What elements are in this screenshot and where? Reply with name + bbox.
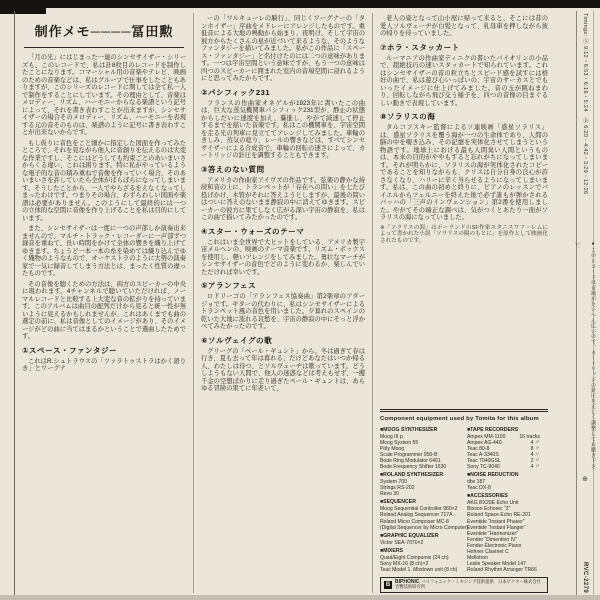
biphonic-credit-strip: [380, 577, 548, 593]
equipment-item: Poly Moog: [380, 445, 405, 452]
body-paragraph: 老人の姿となって山小屋に帰って来ると、そこには昔の愛人ソルヴェーヂが白髪となって、乳母車を押しながら彼の帰りを待っていました。: [380, 15, 548, 37]
equipment-item: Hohner Clavinet C: [467, 549, 509, 556]
equipment-item: Eventide “Instant Flanger”: [467, 524, 526, 531]
equipment-item: Binson Echorec “2”: [467, 506, 511, 513]
equipment-item: (Digital Sequencer by Micro Computer): [380, 524, 469, 531]
equipment-item: Strings RS-202: [380, 485, 415, 492]
equipment-item: dbx 187: [467, 479, 486, 486]
body-paragraph: フランスの作曲家オネゲルが1923年に書いたこの曲は、巨大な蒸気機関車パシフィック231型が、静止の状態からしだいに速度を加え、驀進し、やがて減速して停止するまでを描いた音楽です。私はこの機関車を、宇宙空間を走る光の列車に見立ててアレンジしてみました。車輪のきしみ、蒸気の唸り、レールの響きなどは、すべてシンセサイザーによる合成音で、車輪の回転の速さによって、カートリッジの針圧を調整することもできます。: [201, 99, 365, 159]
equipment-item: Roland Analog Sequencer 717A: [380, 512, 453, 519]
equipment-item: Teac DX-8: [467, 485, 491, 492]
footnote-text: ※「ソラリスの海」はポーランドのSF作家スタニスワフ・レムによって書かれた小説「ソラリスの陽のもとに」を原作として映画化されたものです。: [380, 224, 548, 244]
equipment-item: Bode Ring Modulator 6401: [380, 457, 441, 464]
body-paragraph: これはいま全世界で大ヒットをしている、アメリカ製宇宙メルヘンの、映画のテーマ音楽です。リズム・ボックスを使用し、軽いアレンジをしてみました。勇壮なマーチがシンセサイザーの音色でどのように変わるか、楽しんでいただければ幸いです。: [201, 238, 365, 276]
equipment-item: Sony TC-9040 4 〃: [467, 464, 540, 470]
equipment-item: Sony MX-16 (8 ch)×2: [380, 560, 429, 567]
body-paragraph: もし仮りに音色をこと細かに指定した図面を作ってみたところで、それを見ながら他人に音創りを伝えるのは大変な作業ですし、そこにはどうしても約束ごとのあいまいさからくる違い、これは困ります。特に私がやっているような電子的な音の積み重ねで音像を作っていく場合、そのあいまいさを許していたら全体がばらばらになってしまいます。そうしたことから、一人でやらざるをえなくなってしまったわけです。つまりその場合、わずらわしい図面や楽譜は必要がありません。このようにして最終的には一つの立体的な空間に音像を作り上げることを私は目的にしています。: [22, 139, 186, 222]
equipment-item: Moog Sequential Controller 960×2: [380, 506, 458, 513]
title-block: [24, 15, 184, 48]
body-paragraph: ーの「ワルキューレの騎行」、同じくワーグナーの「タンホイザー」序曲をメドレーにアレンジしたものです。重低音による大地の鳴動から始まり、夜明け、そして宇宙の彼方からたくさんの星が近づいて来るような、そのようなファンタジーを描いてみました。私がこの作品に「スペース・ファンタジー」と名付けたのには二つの意味があります。一つは宇宙空間という意味ですが、もう一つの意味は四つのスピーカーに囲まれた室内の音場空間に浸れるようにと思ってみたからです。: [201, 15, 365, 82]
edge-mark-icon: ⊕: [582, 476, 588, 483]
track-heading: ⑤アランフェス: [201, 281, 257, 290]
track-heading: ④スター・ウォーズのテーマ: [201, 226, 305, 236]
biphonic-logo-icon: B: [385, 582, 391, 589]
equipment-category: ■NOISE REDUCTION: [467, 472, 519, 479]
right-edge-strip: [576, 11, 594, 595]
equipment-category: ■ROLAND SYNTHESIZER: [380, 472, 444, 479]
equipment-list-right: [467, 425, 548, 574]
equipment-item: Roland Space Echo RE-201: [467, 512, 531, 519]
equipment-item: Moog III p: [380, 433, 403, 440]
body-paragraph: また、シンセサイザーは一度に一つの声部しか演奏出来ませんので、マルチ・トラック・レコーダーに一声部ずつ録音を重ねて、長い時間をかけて全体の響きを織り上げてゆきます。ちょうど一本一本の糸を染めては織り込んでゆく織物のようなもので、オーケストラのように大勢の演奏家で一気に録音してしまう方法とは、まったく性質の違ったものです。: [22, 225, 186, 277]
equipment-box: [380, 409, 548, 593]
equipment-item: Ampex AG-440 4 〃: [467, 439, 540, 446]
equipment-item: Leslie Speaker Model 147: [467, 561, 526, 568]
body-paragraph: その音像を聴くための方法は、両方のスピーカーの中央に現われます。4チャンネルで聴いていただければ、ノーマルレコードと比較する上大変な音の拡がりを持っています。このアルバムは曲目の配列だけから見ると統一性が無いように見えるかもしれませんが、これはあくまでも曲の選定の前に、私は音像としてのイメージがあり、そのイメージがどの曲に当てはまるかということで選曲したためです。: [22, 280, 186, 340]
equipment-item: Roland Rhythm Arranger TR66: [467, 567, 537, 574]
body-paragraph: ルーマニアの作曲家ディニクの書いたバイオリンの小品で、超絶技巧の速いスタッカートで知られています。これはシンセサイザーの音の粒立ちとスピード感を試すには格好の曲で、私は遊び心いっぱいの、宇宙のサーカスとでもいったイメージに仕上げてみました。音の玉が跳ねまわり、回転しながら飛び交う様子を、四つの音像の目まぐるしい動きで表現しています。: [380, 54, 548, 107]
equipment-category: ■ACCESSORIES: [467, 493, 508, 500]
track-heading: ⑧ソラリスの海: [380, 112, 436, 121]
column-1-text: [22, 54, 186, 376]
equipment-item: Bode Frequency Shifter 1630: [380, 464, 447, 470]
equipment-category: ■GRAPHIC EQUALIZER: [380, 532, 439, 539]
body-paragraph: これはR.シュトラウスの「ツァラトゥストラはかく語りき」とワーグナ: [22, 357, 186, 372]
edge-note-text: ●このレコードは音域がたいへん広いので、カートリッジの針圧を正しく調整してお聴き下さい。: [574, 241, 596, 469]
body-paragraph: アメリカの作曲家アイヴズの作品です。弦楽の静かな持続和音の上に、トランペットが「存在への問い」を七たび投げかけ、木管がそれに答えようとしますが、最後の問いはついに答えのないまま静寂の中に消えてゆきます。スピーカーの彼方に果てしなく広がる深い宇宙の静寂を、私はこの曲で描いてみたかったのです。: [201, 176, 365, 221]
equipment-item: Roland Micro Composer MC-8: [380, 518, 449, 525]
top-black-bar: [0, 0, 600, 8]
equipment-category: ■TAPE RECORDERS: [467, 426, 519, 433]
track-heading: ③答えのない質問: [201, 164, 265, 174]
equipment-item: Teac Model 1. Mixdown unit (8 ch): [380, 567, 458, 574]
equipment-item: Fender Electronic Piano: [467, 542, 522, 549]
track-heading: ①スペース・ファンタジー: [22, 345, 118, 355]
equipment-item: Teac A-3340S 4 〃: [467, 451, 540, 458]
equipment-item: Revo 30: [380, 491, 399, 498]
equipment-header: Component equipment used by Tomita for this album: [380, 415, 539, 422]
equipment-item: Victor SEA-7070×2: [380, 539, 424, 546]
equipment-item: System 700: [380, 479, 407, 486]
equipment-item: Scale Programmer 950-B: [380, 451, 438, 458]
page-title: 制作メモ────冨田勲: [34, 24, 174, 39]
equipment-item: Quad/Eight Compumix (24 ch): [380, 554, 449, 561]
equipment-item: Teac 80-8 8 〃: [467, 445, 540, 452]
equipment-item: Mellotron: [467, 555, 488, 562]
text-column-3: [373, 11, 555, 595]
track-heading: ⑦ホラ・スタッカート: [380, 42, 460, 52]
text-column-2: [194, 11, 372, 595]
catalog-number: RVC-2279: [582, 561, 588, 593]
track-heading: ②パシフィック231: [201, 87, 271, 97]
body-paragraph: ロドリーゴの「アランフェス協奏曲」第2楽章のアダージョです。ギターの代わりに、私はシンセサイザーによるトランペット風の音色を用いました。夕暮れのスペインの乾いた大地に流れる哀愁を、宇宙の静寂の中にそっと浮かべてみたかったのです。: [201, 293, 365, 330]
equipment-item: AKG BX20E Echo Unit: [467, 500, 519, 507]
equipment-item: Teac 7040GSL 2 〃: [467, 457, 540, 464]
equipment-item: Eventide “Harmonizer”: [467, 530, 518, 537]
equipment-item: Ampex MM-1100 16 tracks: [467, 433, 540, 440]
column-2-text: [201, 15, 365, 396]
equipment-columns: [380, 425, 548, 574]
column-3-text: [380, 15, 548, 247]
timings-text: Timings: Ⓐ 9:12・6:53・6:16・5:24 Ⓑ 6:20・4:42・3:29・12:26: [582, 13, 588, 195]
body-paragraph: グリーグの「ペール・ギュント」から。冬は過ぎて春は行き、夏も去って年は暮れる、だけどあなたはいつか帰る人、わたしは待つ、とソルヴェーヂは歌っています。どうしようもない人間で、他人の迷惑などは考えもせず、一攫千金の空想ばかりに走り過ぎたペール・ギュントは、あらゆる冒険の果てに年老いて、: [201, 347, 365, 392]
equipment-category: ■MOOG SYNTHESIZER: [380, 426, 438, 433]
track-heading: ⑥ソルヴェイグの歌: [201, 335, 273, 345]
biphonic-name: BIPHONIC: [395, 579, 420, 586]
equipment-item: Moog System 55: [380, 439, 419, 446]
equipment-category: ■SEQUENCER: [380, 499, 416, 506]
notes-main-area: [14, 11, 571, 595]
body-paragraph: タルコフスキー監督によるソ連映画「惑星ソラリス」は、惑星ソラリスを覆う海が一つの生命体であり、人間の脳の中を覗き込み、その記憶を実体化させてしまうという物語です。地球上における最も人間臭い人間というものは、本来の目的がややもすると忘れがちになってしまいます。それが明らかに、ソラリスの海が実体化されたコピーであることを知りながらも、クリスは自分自身の良心が許さなくなり、ハリーに辛く当らせるようになってしまいます。私は、この曲の初めと終りに、ピアノのレッスンでバイエルからツェルニーを終えた後で必ず誰もが弾かされるバッハの「三声のインヴェンション」第2番を使用しました。やがてその端正な調べは、気がつくとあたり一面がソラリスの海になっていました。: [380, 124, 548, 221]
equipment-list-left: [380, 425, 469, 574]
biphonic-credit-text: BIPHONIC バイフォニック・ミキシング技術提供 日本ビクター株式会社 音響技術研究所: [395, 579, 546, 590]
text-column-1: [15, 11, 193, 595]
equipment-category: ■MIXERS: [380, 547, 404, 554]
body-paragraph: 「月の光」にはじまった一連のシンセサイザー・シリーズも、このレコードで、私は計8枚目のレコードを制作したことになります。コマーシャル用の音楽やテレビ、映画のための音楽などは、私はグループで仕事をしたこともありますが、このシリーズのレコードに関しては全て私一人で制作をすることにしています。その理由として、音楽はメロディー、リズム、ハーモニーからなる楽譜という記号によって、それを書き表わすことが出来ますが、シンセサイザーの場合そのメロディー、リズム、ハーモニーを表現する元の音そのものは、楽譜のように記号に書き表わすことが出来ないからです。: [22, 54, 186, 136]
bottom-edge-shadow: [0, 595, 600, 600]
equipment-item: Eventide “Instant Phaser”: [467, 518, 525, 525]
equipment-item: Fender “Dimention IV”: [467, 536, 518, 543]
